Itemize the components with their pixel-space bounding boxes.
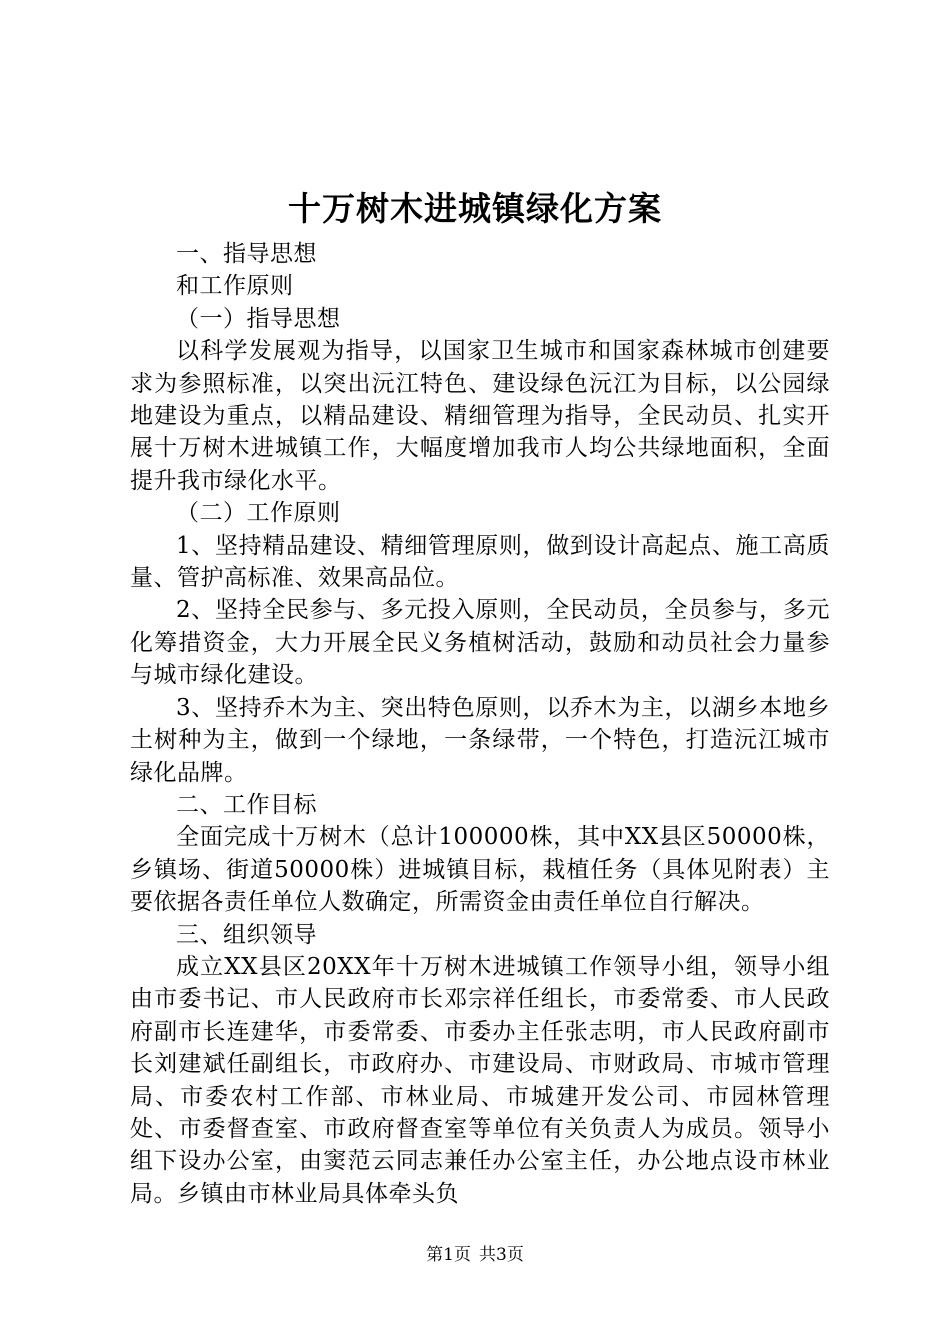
page-footer: [0, 1243, 950, 1267]
subsection-heading-2: （二）工作原则: [176, 500, 341, 527]
section-heading-2: 二、工作目标: [176, 791, 317, 818]
section-heading-1: 一、指导思想: [176, 241, 317, 267]
subsection-heading-1: （一）指导思想: [176, 305, 341, 332]
paragraph-guiding-thought: 以科学发展观为指导，以国家卫生城市和国家森林城市创建要求为参照标准，以突出沅江特色、建设绿色沅江为目标，以公园绿地建设为重点，以精品建设、精细管理为指导，全民动员、扎实开展十万树木进城镇工作，大幅度增加我市人均公共绿地面积，全面提升我市绿化水平。: [130, 338, 830, 494]
paragraph-principle-3: 3、坚持乔木为主、突出特色原则，以乔木为主，以湖乡本地乡土树种为主，做到一个绿地，一条绿带，一个特色，打造沅江城市绿化品牌。: [130, 694, 830, 786]
paragraph-work-goal: 全面完成十万树木（总计100000株，其中XX县区50000株，乡镇场、街道50000株）进城镇目标，栽植任务（具体见附表）主要依据各责任单位人数确定，所需资金由责任单位自行解决。: [130, 824, 830, 916]
section-heading-3: 三、组织领导: [176, 921, 317, 948]
paragraph-organization: 成立XX县区20XX年十万树木进城镇工作领导小组，领导小组由市委书记、市人民政府市长邓宗祥任组长，市委常委、市人民政府副市长连建华，市委常委、市委办主任张志明，市人民政府副市长刘建斌任副组长，市政府办、市建设局、市财政局、市城市管理局、市委农村工作部、市林业局、市城建开发公司、市园林管理处、市委督查室、市政府督查室等单位有关负责人为成员。领导小组下设办公室，由窦范云同志兼任办公室主任，办公地点设市林业局。乡镇由市林业局具体牵头负: [130, 953, 830, 1207]
document-body: [130, 238, 830, 1210]
paragraph-principle-1: 1、坚持精品建设、精细管理原则，做到设计高起点、施工高质量、管护高标准、效果高品位。: [130, 532, 830, 592]
section-heading-1-cont: 和工作原则: [176, 273, 294, 300]
page-total: 共3页: [479, 1245, 524, 1265]
document-title: 十万树木进城镇绿化方案: [288, 189, 662, 228]
paragraph-principle-2: 2、坚持全民参与、多元投入原则，全民动员，全员参与，多元化筹措资金，大力开展全民义务植树活动，鼓励和动员社会力量参与城市绿化建设。: [130, 597, 830, 689]
page-number: 第1页: [426, 1245, 471, 1265]
